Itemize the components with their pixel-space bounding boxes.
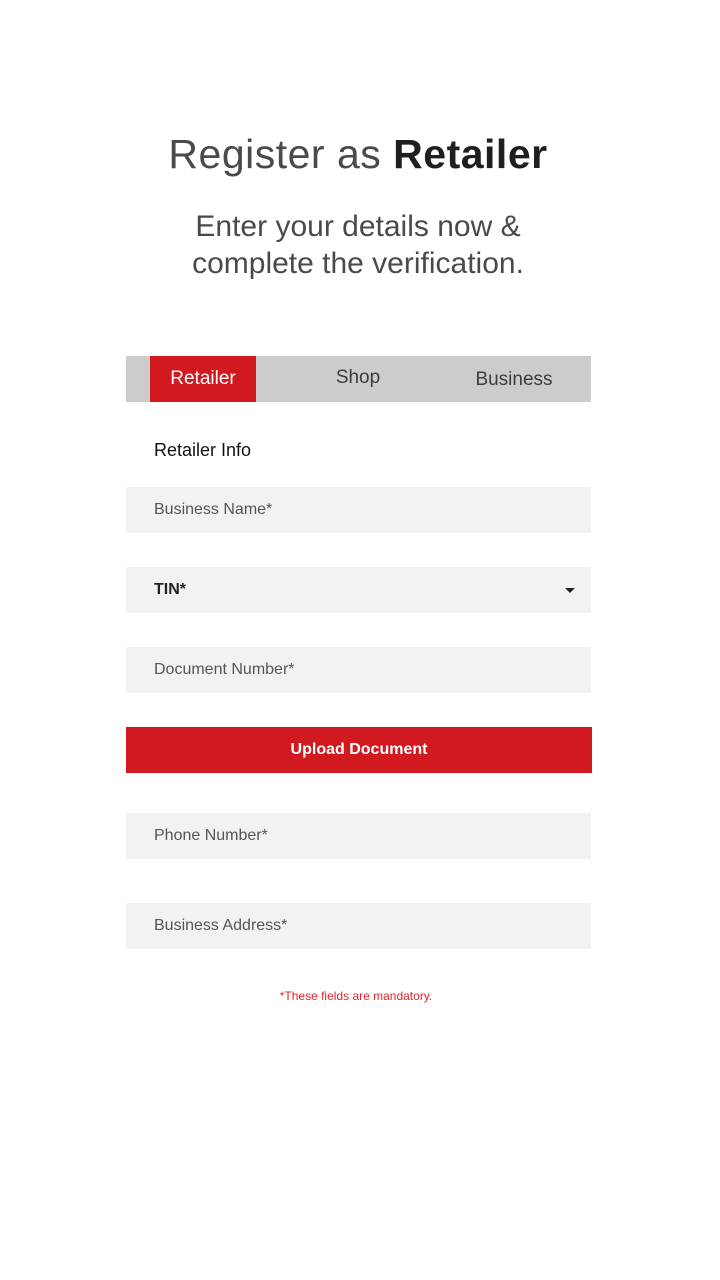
page-title [0,128,716,180]
business-address-input[interactable] [126,903,591,949]
subtitle-line-1: Enter your details now & [195,210,521,243]
upload-document-button[interactable]: Upload Document [126,727,592,773]
subtitle-line-2: complete the verification. [192,247,524,280]
document-number-input[interactable] [126,647,591,693]
tab-bar [126,356,591,402]
phone-number-input[interactable] [126,813,591,859]
tab-shop[interactable]: Shop [335,367,381,388]
phone-number-field-container [126,813,591,859]
tin-select[interactable] [126,567,591,613]
document-number-field-container [126,647,591,693]
business-address-field-container [126,903,591,949]
section-title-retailer-info: Retailer Info [154,440,252,460]
business-name-field-container [126,487,591,533]
tab-business[interactable]: Business [475,369,553,390]
mandatory-fields-note: *These fields are mandatory. [279,989,433,1003]
page-subtitle [0,208,716,282]
page-title-emphasis: Retailer [393,131,548,177]
business-name-input[interactable] [126,487,591,533]
caret-down-icon [565,588,575,593]
tab-retailer[interactable]: Retailer [150,356,256,402]
tin-select-value: TIN* [154,581,186,598]
page-title-prefix: Register as [168,131,394,177]
